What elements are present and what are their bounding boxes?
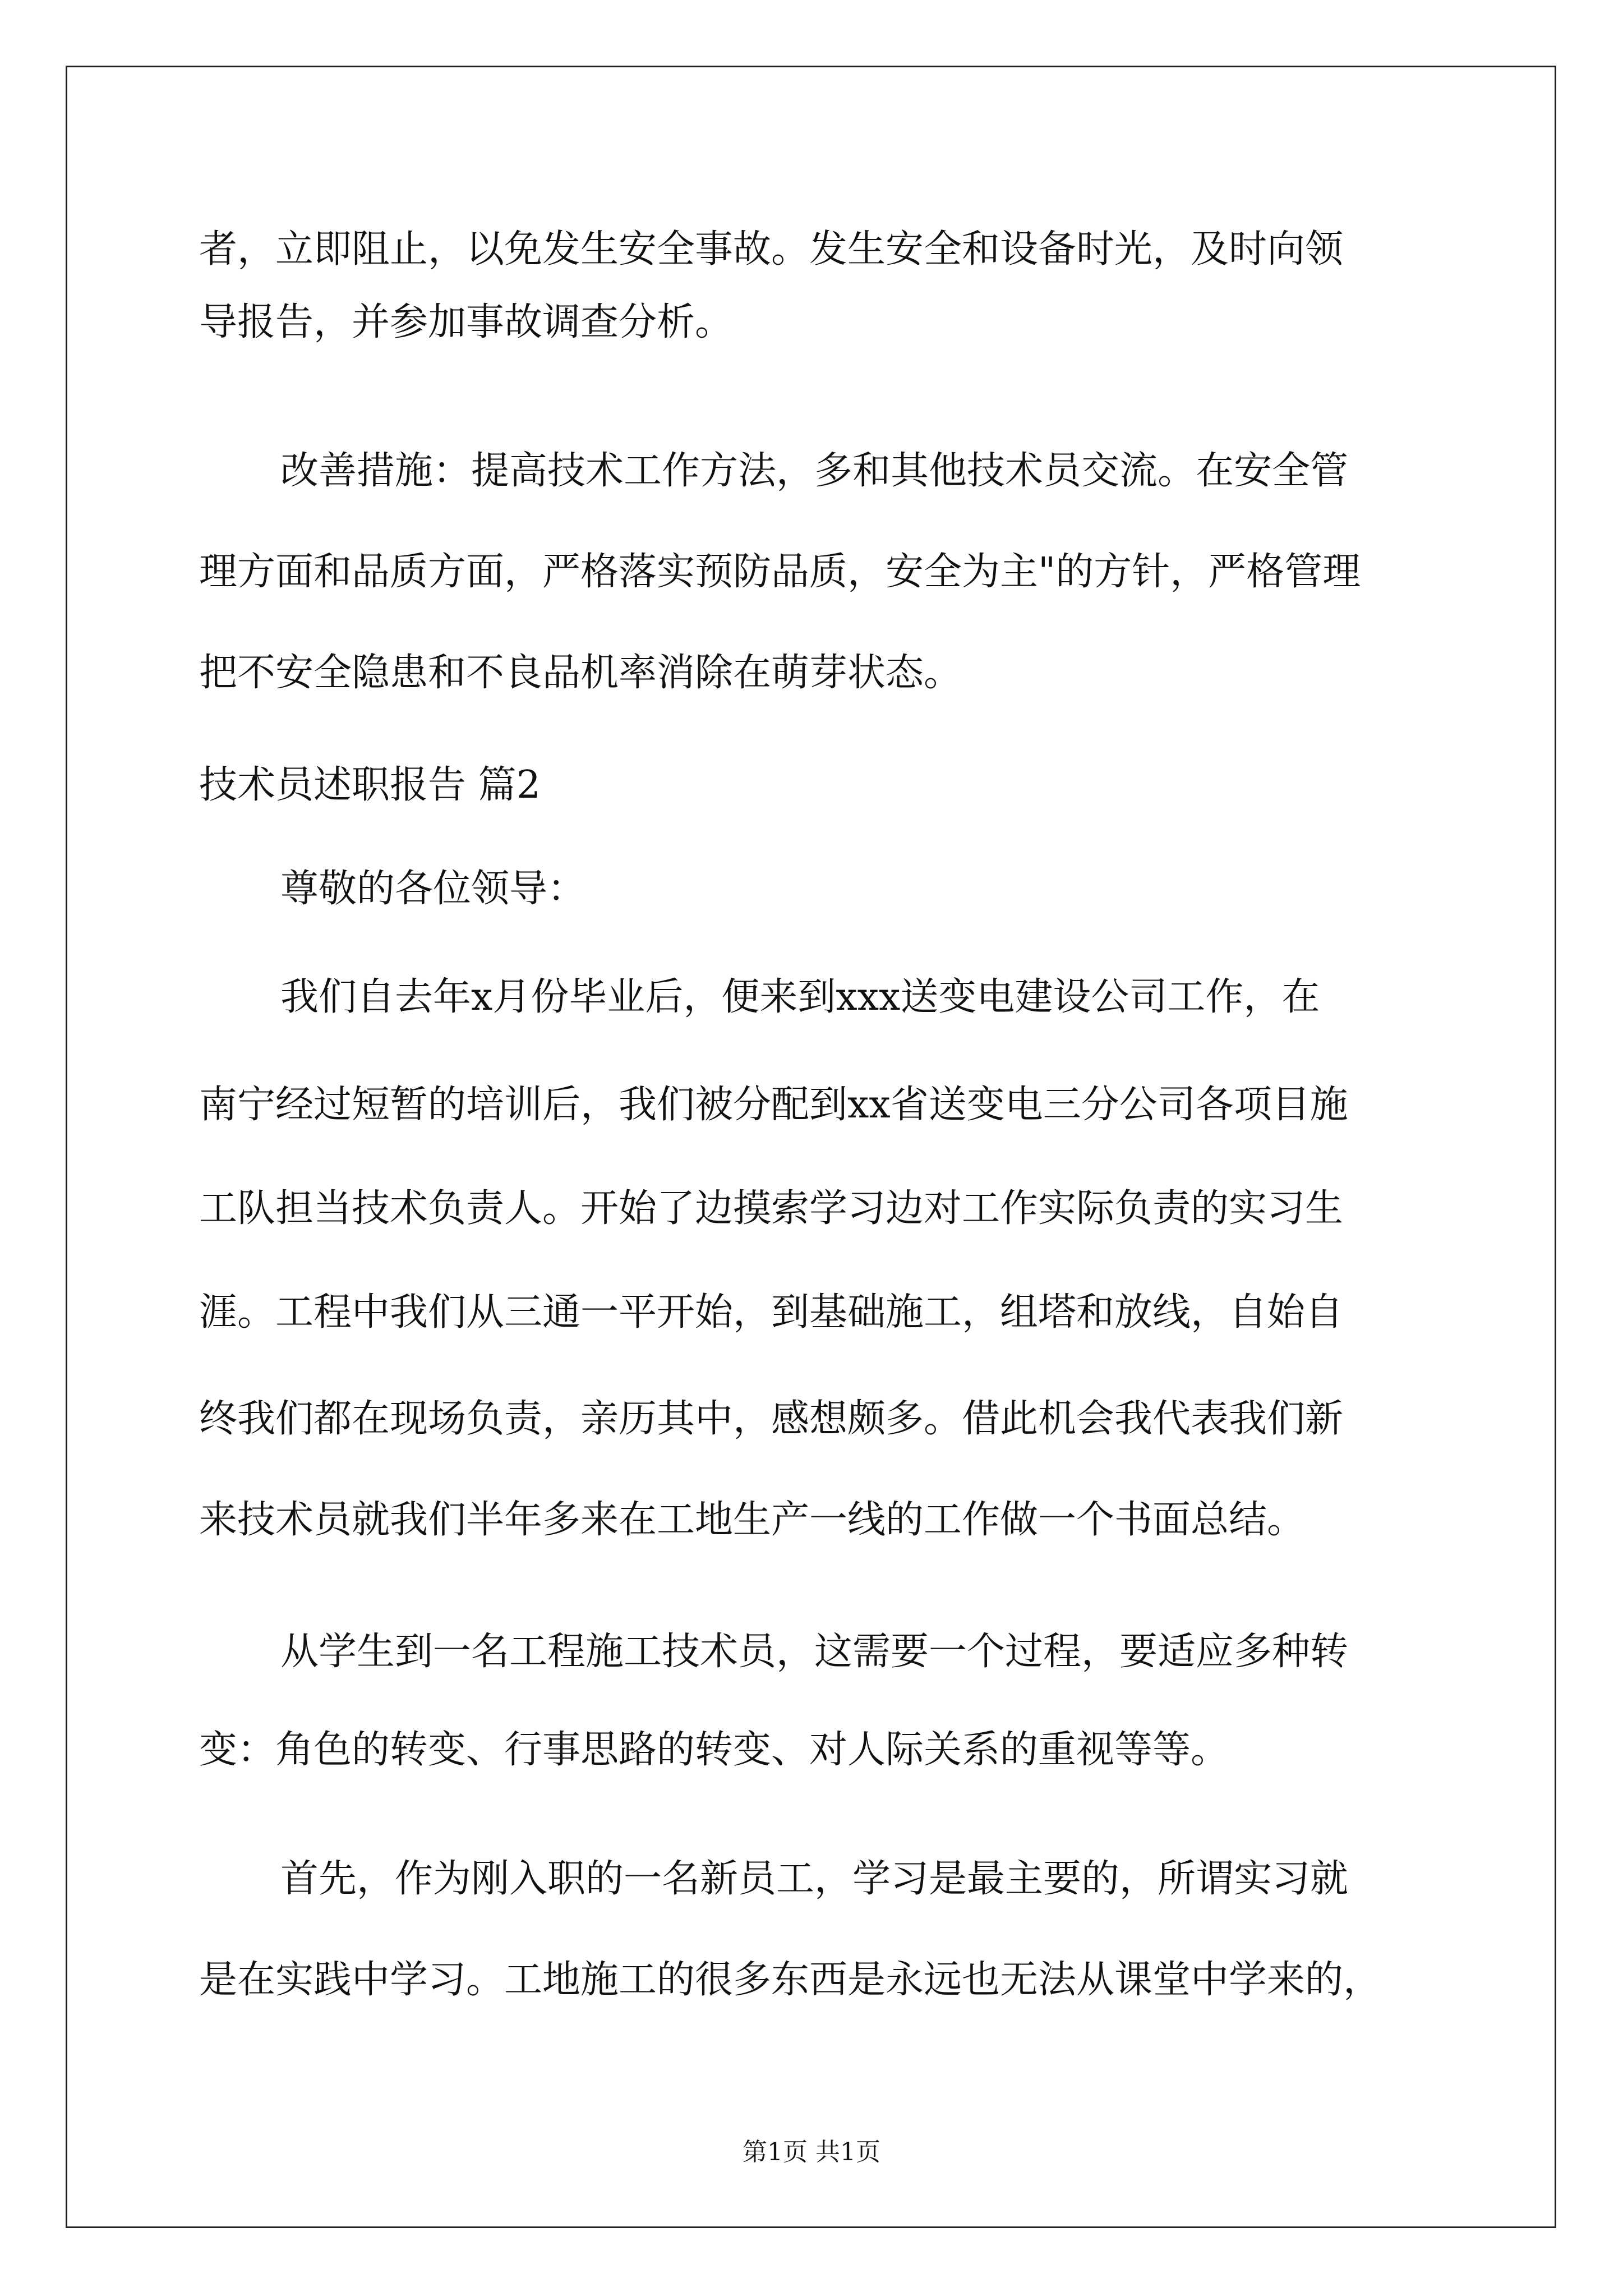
page-footer: 第1页 共1页 bbox=[743, 2138, 880, 2166]
body-line-13: 来技术员就我们半年多来在工地生产一线的工作做一个书面总结。 bbox=[199, 1498, 1306, 1542]
body-line-15: 变：角色的转变、行事思路的转变、对人际关系的重视等等。 bbox=[199, 1728, 1229, 1772]
body-line-9: 南宁经过短暂的培训后，我们被分配到xx省送变电三分公司各项目施 bbox=[199, 1083, 1348, 1127]
body-line-2: 导报告，并参加事故调查分析。 bbox=[199, 300, 734, 344]
body-line-8: 我们自去年x月份毕业后，便来到xxx送变电建设公司工作，在 bbox=[280, 975, 1320, 1019]
body-line-3: 改善措施：提高技术工作方法，多和其他技术员交流。在安全管 bbox=[280, 449, 1349, 493]
body-line-11: 涯。工程中我们从三通一平开始，到基础施工，组塔和放线，自始自 bbox=[199, 1290, 1344, 1335]
body-line-5: 把不安全隐患和不良品机率消除在萌芽状态。 bbox=[199, 651, 962, 695]
body-line-10: 工队担当技术负责人。开始了边摸索学习边对工作实际负责的实习生 bbox=[199, 1186, 1344, 1231]
body-line-12: 终我们都在现场负责，亲历其中，感想颇多。借此机会我代表我们新 bbox=[199, 1397, 1344, 1441]
body-line-7: 尊敬的各位领导： bbox=[280, 867, 586, 911]
page-border bbox=[66, 66, 1556, 2228]
body-line-4: 理方面和品质方面，严格落实预防品质，安全为主"的方针，严格管理 bbox=[199, 550, 1361, 594]
body-line-14: 从学生到一名工程施工技术员，这需要一个过程，要适应多种转 bbox=[280, 1630, 1349, 1674]
section-heading: 技术员述职报告 篇2 bbox=[199, 763, 541, 807]
body-line-17: 是在实践中学习。工地施工的很多东西是永远也无法从课堂中学来的， bbox=[199, 1958, 1382, 2002]
body-line-16: 首先，作为刚入职的一名新员工，学习是最主要的，所谓实习就 bbox=[280, 1857, 1349, 1901]
body-line-1: 者，立即阻止，以免发生安全事故。发生安全和设备时光，及时向领 bbox=[199, 227, 1344, 272]
